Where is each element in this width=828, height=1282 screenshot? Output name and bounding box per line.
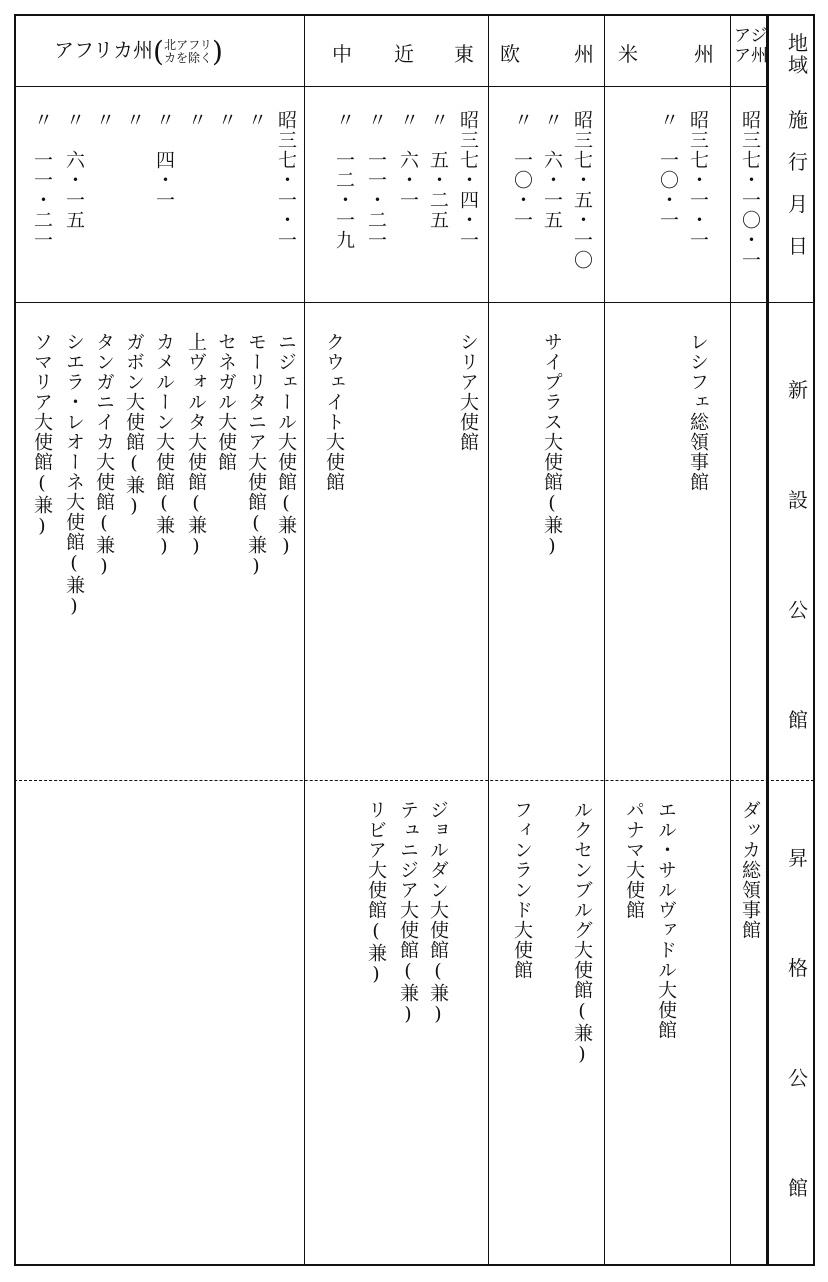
new-upgraded-section-rule — [14, 780, 814, 781]
upgraded-label-char: 公 — [788, 1066, 808, 1090]
date-entry: 〃 一一・二一 — [365, 110, 387, 250]
new-office-entry: モーリタニア大使館(兼) — [245, 332, 267, 578]
new-office-entry: シリア大使館 — [457, 332, 479, 452]
new-label-char: 新 — [788, 378, 808, 402]
date-entry: 〃 一二・一九 — [333, 110, 355, 250]
header-africa-note-line2: カを除く — [163, 50, 212, 65]
upgraded-office-entry: ルクセンブルグ大使館(兼) — [571, 800, 593, 1066]
date-label-char: 日 — [788, 234, 808, 258]
upgraded-label-char: 格 — [788, 956, 808, 980]
upgraded-office-entry: パナマ大使館 — [623, 800, 645, 920]
upgraded-label-char: 館 — [788, 1176, 808, 1200]
header-asia — [734, 26, 768, 66]
date-entry: 〃 — [245, 110, 267, 130]
asia-divider — [730, 14, 731, 1266]
document-page — [14, 14, 815, 1266]
new-label-char: 設 — [788, 488, 808, 512]
header-europe-char2: 州 — [574, 42, 594, 66]
date-entry: 昭三七・一・一 — [687, 110, 709, 250]
header-america-char1: 米 — [618, 42, 638, 66]
header-middle-east-char1: 中 — [332, 42, 352, 66]
new-label-char: 公 — [788, 598, 808, 622]
new-office-entry: ソマリア大使館(兼) — [31, 332, 53, 538]
header-africa-note-line1: 北アフリ — [164, 37, 212, 52]
header-africa: アフリカ州(北アフリ カを除く) — [54, 35, 223, 68]
middle-east-divider — [304, 14, 305, 1266]
date-entry: 〃 一〇・一 — [511, 110, 533, 230]
date-entry: 〃 一一・二一 — [31, 110, 53, 250]
new-label-char: 館 — [788, 708, 808, 732]
side-label-divider — [766, 14, 769, 1266]
date-entry: 〃 — [185, 110, 207, 130]
date-entry: 〃 六・一 — [397, 110, 419, 210]
upgraded-office-entry: ダッカ総領事館 — [739, 800, 761, 940]
date-label-char: 月 — [788, 192, 808, 216]
new-office-entry: クウェイト大使館 — [323, 332, 345, 492]
date-label — [782, 104, 814, 272]
date-entry: 〃 一〇・一 — [657, 110, 679, 230]
date-entry: 〃 五・二五 — [427, 110, 449, 230]
date-entry: 〃 — [215, 110, 237, 130]
header-africa-main: アフリカ州 — [54, 38, 153, 62]
region-label — [782, 32, 814, 76]
upgraded-office-entry: フィンランド大使館 — [511, 800, 533, 980]
upgraded-label-char: 昇 — [788, 846, 808, 870]
new-office-entry: サイプラス大使館(兼) — [541, 332, 563, 558]
new-office-entry: タンガニイカ大使館(兼) — [93, 332, 115, 578]
new-office-entry: セネガル大使館 — [215, 332, 237, 472]
upgraded-office-entry: テュニジア大使館(兼) — [397, 800, 419, 1026]
header-asia-line1: アジ — [734, 26, 768, 46]
header-middle-east-char2: 近 — [394, 42, 414, 66]
new-office-entry: 上ヴォルタ大使館(兼) — [185, 332, 207, 558]
header-middle-east-char3: 東 — [454, 42, 474, 66]
upgraded-offices-label — [782, 842, 814, 1282]
header-america-char2: 州 — [694, 42, 714, 66]
new-office-entry: ニジェール大使館(兼) — [275, 332, 297, 558]
region-label-line1: 地 — [788, 31, 808, 55]
date-entry: 〃 四・一 — [153, 110, 175, 210]
new-office-entry: ガボン大使館(兼) — [123, 332, 145, 518]
date-label-char: 施 — [788, 108, 808, 132]
date-entry: 〃 — [93, 110, 115, 130]
header-europe-char1: 欧 — [500, 42, 520, 66]
date-section-rule — [14, 302, 814, 303]
date-label-char: 行 — [788, 150, 808, 174]
date-entry: 〃 六・一五 — [63, 110, 85, 230]
upgraded-office-entry: エル・サルヴァドル大使館 — [655, 800, 677, 1040]
region-label-line2: 域 — [788, 53, 808, 77]
new-office-entry: レシフェ総領事館 — [687, 332, 709, 492]
europe-divider — [488, 14, 489, 1266]
date-entry: 昭三七・五・一〇 — [571, 110, 593, 270]
new-office-entry: カメルーン大使館(兼) — [153, 332, 175, 558]
header-rule — [14, 86, 766, 87]
date-entry: 〃 — [123, 110, 145, 130]
america-divider — [604, 14, 605, 1266]
new-office-entry: シエラ・レオーネ大使館(兼) — [63, 332, 85, 618]
date-entry: 昭三七・四・一 — [457, 110, 479, 250]
date-entry: 〃 六・一五 — [541, 110, 563, 230]
header-asia-line2: ア州 — [734, 46, 768, 66]
upgraded-office-entry: リビア大使館(兼) — [365, 800, 387, 986]
date-entry: 昭三七・一〇・一 — [739, 110, 761, 270]
upgraded-office-entry: ジョルダン大使館(兼) — [427, 800, 449, 1026]
new-offices-label — [782, 374, 814, 814]
date-entry: 昭三七・一・一 — [275, 110, 297, 250]
